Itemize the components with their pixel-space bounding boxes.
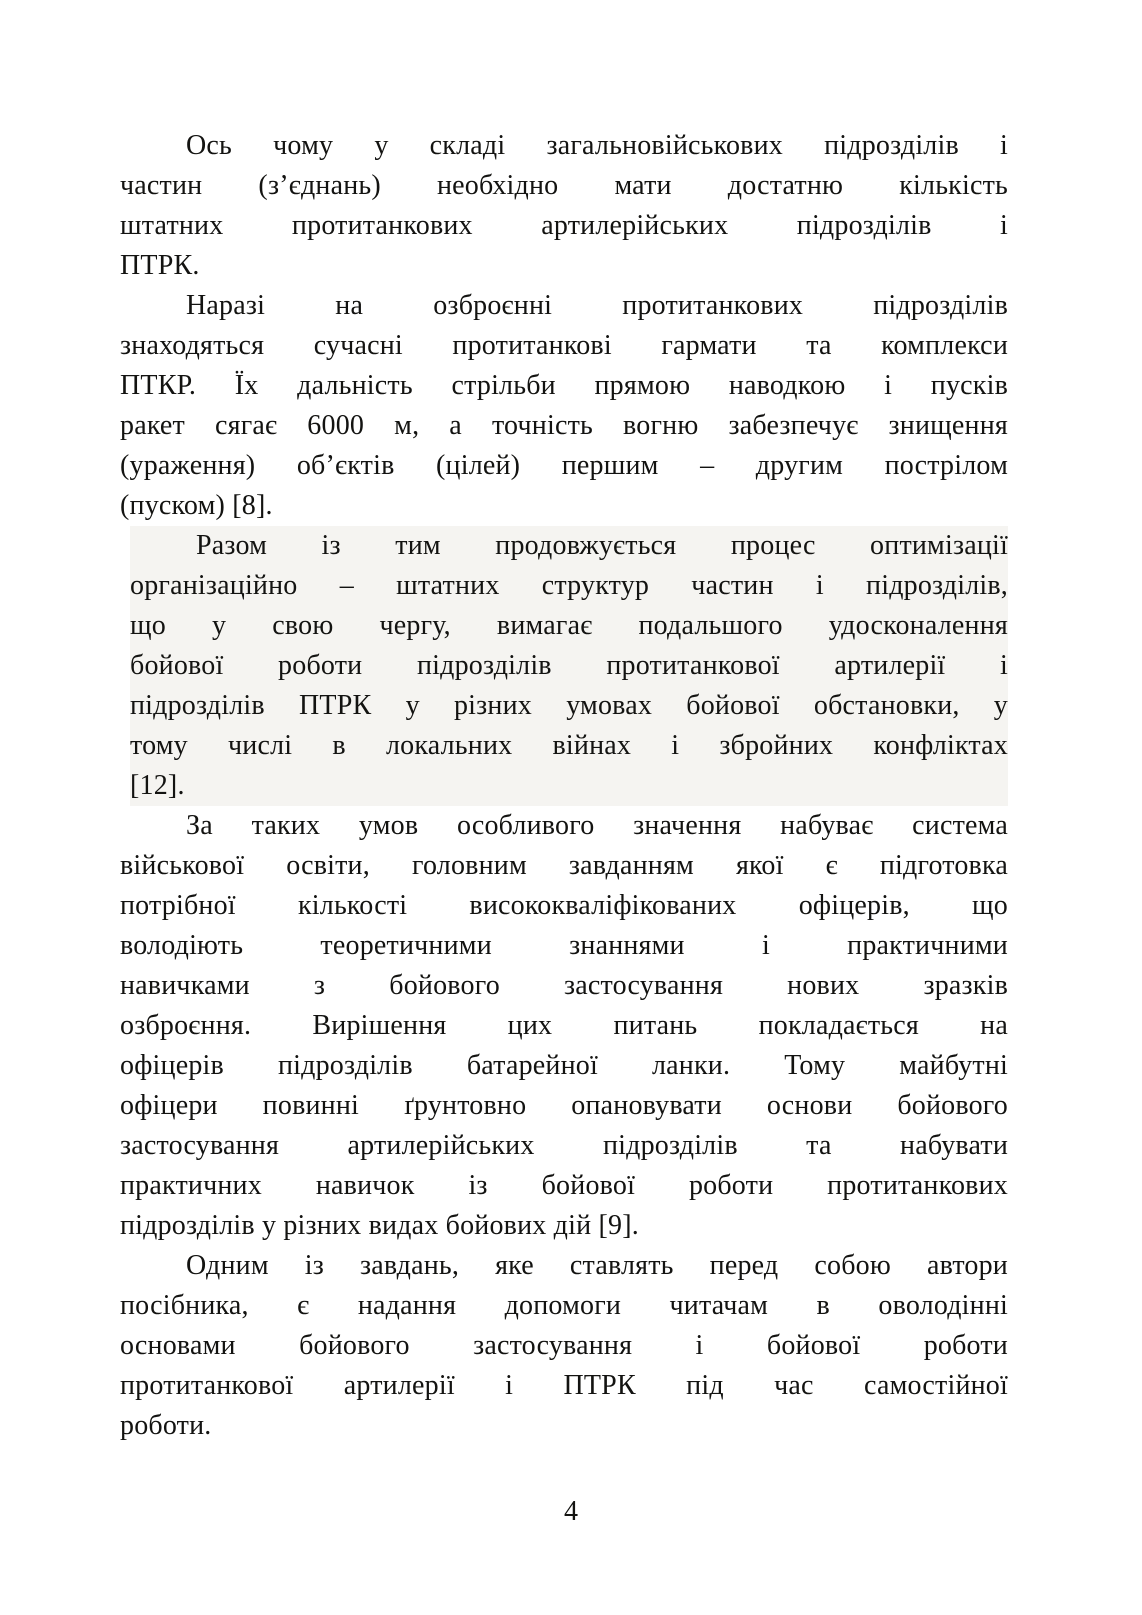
paragraph [130,526,1008,806]
text-line: тому числі в локальних війнах і збройних конфліктах [130,730,1008,761]
page-body-text [120,126,1008,1446]
text-line: основами бойового застосування і бойової роботи [120,1330,1008,1361]
text-line: частин (з’єднань) необхідно мати достатню кількість [120,170,1008,201]
text-line: роботи. [120,1410,212,1441]
text-line: Одним із завдань, яке ставлять перед собою автори [186,1250,1008,1281]
text-line: військової освіти, головним завданням якої є підготовка [120,850,1008,881]
text-line: посібника, є надання допомоги читачам в оволодінні [120,1290,1008,1321]
text-line: (пуском) [8]. [120,490,273,521]
text-line: практичних навичок із бойової роботи протитанкових [120,1170,1008,1201]
text-line: озброєння. Вирішення цих питань покладається на [120,1010,1008,1041]
text-line: За таких умов особливого значення набуває система [186,810,1008,841]
paragraph [120,126,1008,286]
text-line: штатних протитанкових артилерійських підрозділів і [120,210,1008,241]
text-line: підрозділів ПТРК у різних умовах бойової обстановки, у [130,690,1008,721]
text-line: потрібної кількості висококваліфікованих офіцерів, що [120,890,1008,921]
text-line: офіцери повинні ґрунтовно опановувати основи бойового [120,1090,1008,1121]
paragraph [120,286,1008,526]
page-number: 4 [564,1496,578,1527]
text-line: [12]. [130,770,185,801]
text-line: Наразі на озброєнні протитанкових підрозділів [186,290,1008,321]
paragraph [120,806,1008,1246]
text-line: ПТКР. Їх дальність стрільби прямою наводкою і пусків [120,370,1008,401]
text-line: що у свою чергу, вимагає подальшого удосконалення [130,610,1008,641]
text-line: ПТРК. [120,250,200,281]
text-line: навичками з бойового застосування нових зразків [120,970,1008,1001]
text-line: Разом із тим продовжується процес оптимізації [196,530,1008,561]
text-line: ракет сягає 6000 м, а точність вогню забезпечує знищення [120,410,1008,441]
page-footer [0,1492,1142,1532]
text-line: підрозділів у різних видах бойових дій [9]. [120,1210,639,1241]
text-line: застосування артилерійських підрозділів та набувати [120,1130,1008,1161]
paragraph [120,1246,1008,1446]
text-line: офіцерів підрозділів батарейної ланки. Тому майбутні [120,1050,1008,1081]
text-line: Ось чому у складі загальновійськових підрозділів і [186,130,1008,161]
text-line: бойової роботи підрозділів протитанкової артилерії і [130,650,1008,681]
text-line: організаційно – штатних структур частин і підрозділів, [130,570,1008,601]
text-line: протитанкової артилерії і ПТРК під час самостійної [120,1370,1008,1401]
text-line: знаходяться сучасні протитанкові гармати та комплекси [120,330,1008,361]
text-line: володіють теоретичними знаннями і практичними [120,930,1008,961]
text-line: (ураження) об’єктів (цілей) першим – другим пострілом [120,450,1008,481]
